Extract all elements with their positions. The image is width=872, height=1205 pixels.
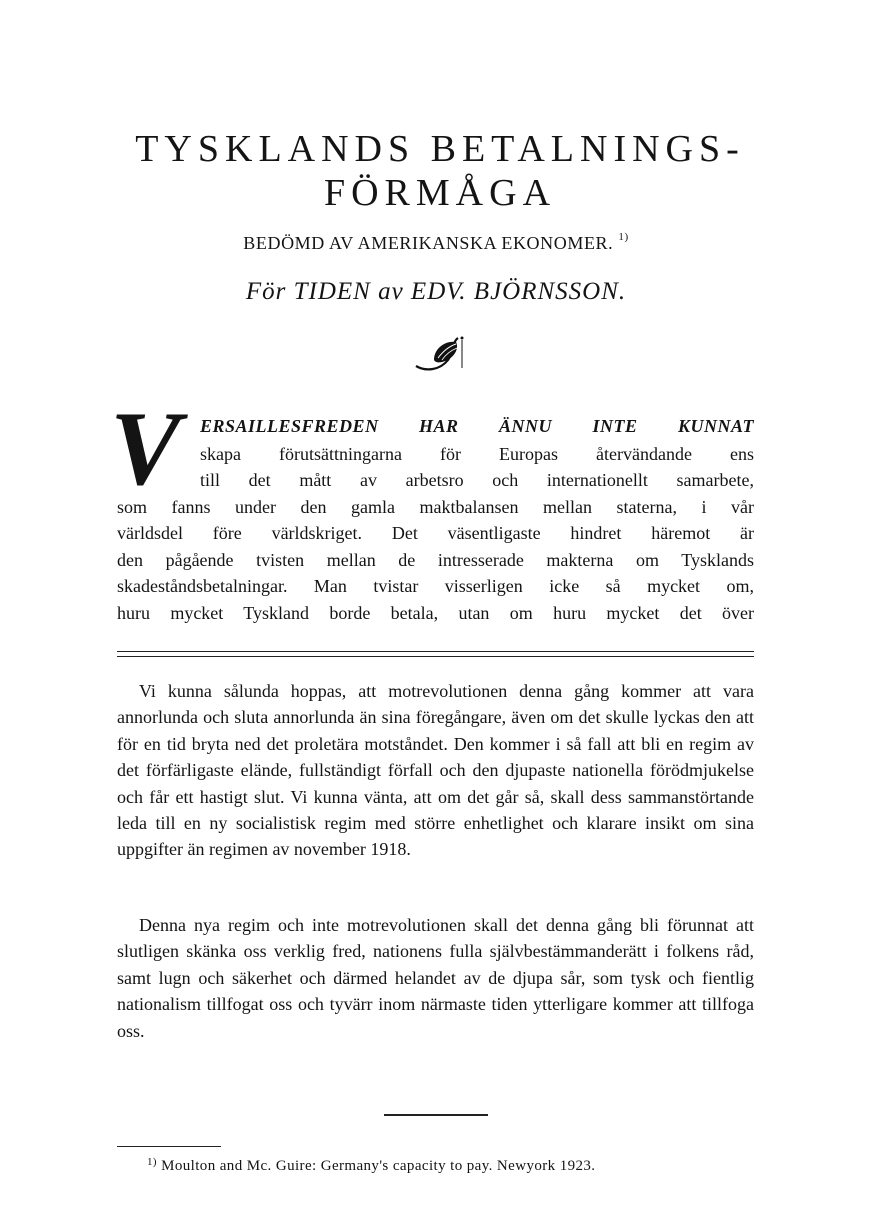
section-divider [117,656,754,657]
body-paragraph: Vi kunna sålunda hoppas, att motrevolutionen denna gång kommer att vara annorlunda och sluta annorlunda än sina föregångare, även om det skulle lyckas den att för en tid bryta ned det proletära motståndet. Den kommer i så fall att bli en regim av det förfärligaste elände, fullständigt förfall och den djupaste nationella förödmjukelse och får ett hastigt slut. Vi kunna vänta, att om det går så, skall dess sammanstörtande leda till en ny socialistisk regim med större enhetlighet och klarare insikt om sina uppgifter än regimen av november 1918. [117,681,754,860]
subtitle [0,233,872,254]
end-rule [384,1114,488,1116]
opening-line: huru mycket Tyskland borde betala, utan om huru mycket det över [117,603,754,623]
footnote-text: Moulton and Mc. Guire: Germany's capacity to pay. Newyork 1923. [156,1158,596,1174]
title-line-2: FÖRMÅGA [323,172,557,214]
section-divider [117,651,754,652]
opening-line: som fanns under den gamla maktbalansen mellan staterna, i vår [117,497,754,517]
subtitle-text: BEDÖMD AV AMERIKANSKA EKONOMER. [243,233,619,253]
opening-first-line: ERSAILLESFREDEN HAR ÄNNU INTE KUNNAT [200,416,754,436]
footnote [147,1158,595,1175]
footnote-marker: 1) [147,1156,157,1168]
opening-line: världsdel före världskriget. Det väsentligaste hindret häremot är [117,523,754,543]
byline: För TIDEN av EDV. BJÖRNSSON. [245,278,627,305]
opening-line: skadeståndsbetalningar. Man tvistar visserligen icke så mycket om, [117,576,754,596]
drop-cap: V [110,390,181,507]
body-paragraph: Denna nya regim och inte motrevolutionen skall det denna gång bli förunnat att slutligen skänka oss verklig fred, nationens fulla självbestämmanderätt i folkens råd, samt lugn och säkerhet och därmed helandet av de djupa sår, som tysk och fientlig nationalism tillfogat oss och tyvärr inom närmaste tiden ytterligare kommer att tillfoga oss. [117,915,754,1041]
opening-line: till det mått av arbetsro och internationellt samarbete, [200,470,754,490]
decorative-flourish-icon [408,330,468,374]
opening-line: den pågående tvisten mellan de intresserade makterna om Tysklands [117,550,754,570]
title-line-1: TYSKLANDS BETALNINGS- [135,128,745,170]
footnote-rule [117,1146,221,1147]
opening-line: skapa förutsättningarna för Europas återvändande ens [200,444,754,464]
subtitle-footnote-ref: 1) [618,231,629,243]
